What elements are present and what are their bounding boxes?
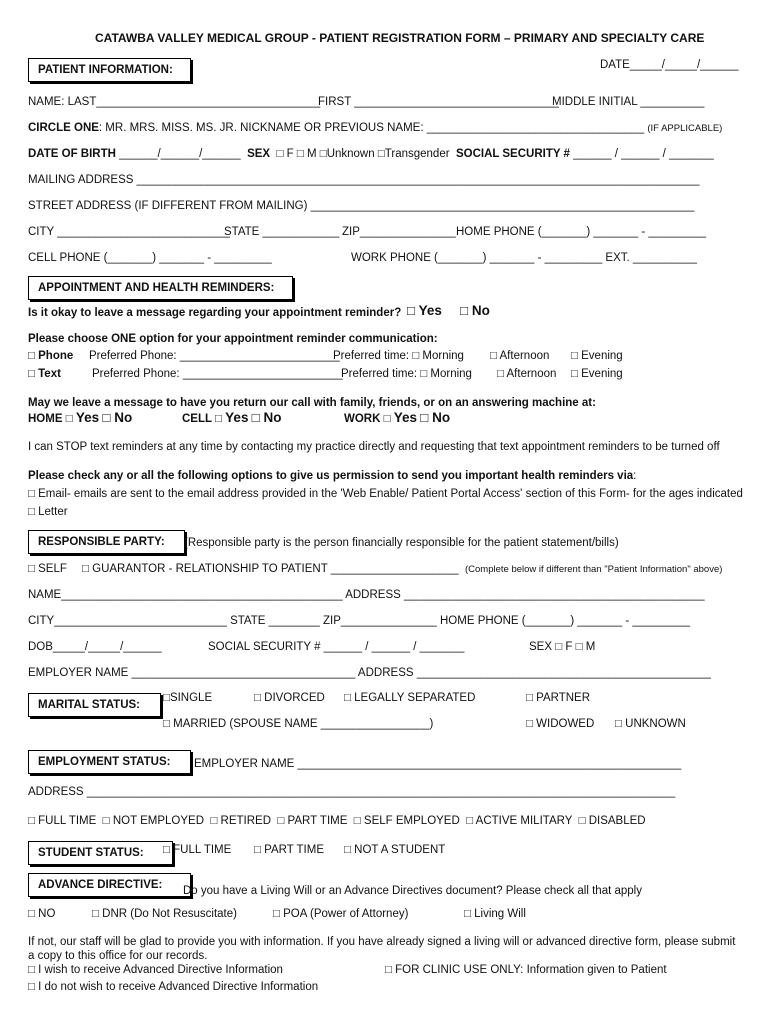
advance-directive-question: Do you have a Living Will or an Advance Directives document? Please check all that apply bbox=[183, 885, 642, 897]
state-field[interactable]: STATE ____________ bbox=[224, 226, 340, 238]
home-message-row[interactable] bbox=[28, 411, 132, 426]
cell-phone-field[interactable]: CELL PHONE (_______) _______ - _________ bbox=[28, 252, 272, 264]
responsible-sex-options[interactable]: SEX □ F □ M bbox=[529, 641, 596, 653]
advance-directive-section: ADVANCE DIRECTIVE: bbox=[28, 873, 191, 897]
student-part-time-checkbox[interactable]: □ PART TIME bbox=[254, 844, 324, 856]
partner-checkbox[interactable]: □ PARTNER bbox=[526, 692, 591, 704]
zip-field[interactable]: ZIP_______________ bbox=[342, 226, 456, 238]
email-checkbox[interactable]: □ Email- emails are sent to the email address provided in the 'Web Enable/ Patient Portal Access' section of this Form- for the ages indicated bbox=[28, 488, 743, 500]
message-yes-checkbox[interactable]: □ Yes bbox=[407, 303, 442, 318]
home-phone-field[interactable]: HOME PHONE (_______) _______ - _________ bbox=[456, 226, 706, 238]
marital-status-section: MARITAL STATUS: bbox=[28, 693, 161, 717]
return-call-question: May we leave a message to have you return our call with family, friends, or on an answering machine at: bbox=[28, 397, 596, 409]
text-evening-checkbox[interactable]: □ Evening bbox=[571, 368, 623, 380]
phone-morning-checkbox[interactable]: Preferred time: □ Morning bbox=[333, 350, 464, 362]
responsible-note: (Responsible party is the person financially responsible for the patient statement/bills) bbox=[184, 537, 619, 549]
patient-info-section: PATIENT INFORMATION: bbox=[28, 58, 191, 82]
dob-row[interactable] bbox=[28, 147, 714, 161]
poa-checkbox[interactable]: □ POA (Power of Attorney) bbox=[273, 908, 409, 920]
directive-info-text: If not, our staff will be glad to provide you with information. If you have already signed a living will or advanced directive form, please submit a copy to this office for our records. bbox=[28, 936, 736, 962]
employment-options[interactable]: □ FULL TIME □ NOT EMPLOYED □ RETIRED □ PART TIME □ SELF EMPLOYED □ ACTIVE MILITARY □ DISABLED bbox=[28, 815, 646, 827]
cell-label[interactable]: CELL □ bbox=[182, 413, 222, 425]
phone-afternoon-checkbox[interactable]: □ Afternoon bbox=[490, 350, 550, 362]
home-label[interactable]: HOME □ bbox=[28, 413, 73, 425]
married-checkbox[interactable]: □ MARRIED (SPOUSE NAME _________________) bbox=[163, 718, 434, 730]
responsible-name-field[interactable]: NAME____________________________________________ ADDRESS _______________________________________________ bbox=[28, 589, 705, 601]
middle-initial-field[interactable]: MIDDLE INITIAL __________ bbox=[552, 96, 705, 108]
guarantor-checkbox[interactable]: □ GUARANTOR - RELATIONSHIP TO PATIENT ____________________ bbox=[82, 563, 459, 575]
stop-reminders-note: I can STOP text reminders at any time by contacting my practice directly and requesting that text appointment reminders to be turned off bbox=[28, 441, 720, 453]
employment-status-section: EMPLOYMENT STATUS: bbox=[28, 750, 191, 774]
employment-employer-field[interactable]: EMPLOYER NAME ____________________________________________________________ bbox=[194, 758, 682, 770]
responsible-dob-field[interactable]: DOB_____/_____/______ bbox=[28, 641, 162, 653]
guarantor-note: (Complete below if different than "Patient Information" above) bbox=[465, 564, 723, 575]
student-full-time-checkbox[interactable]: □ FULL TIME bbox=[163, 844, 232, 856]
form-title: CATAWBA VALLEY MEDICAL GROUP - PATIENT REGISTRATION FORM – PRIMARY AND SPECIALTY CARE bbox=[95, 31, 705, 45]
phone-option-checkbox[interactable]: □ Phone bbox=[28, 350, 74, 362]
text-preferred-field[interactable]: Preferred Phone: _________________________ bbox=[92, 368, 343, 380]
ssn-label: SOCIAL SECURITY # bbox=[455, 148, 570, 160]
city-field[interactable]: CITY ___________________________ bbox=[28, 226, 230, 238]
message-question: Is it okay to leave a message regarding your appointment reminder? bbox=[28, 307, 402, 319]
responsible-city-field[interactable]: CITY___________________________ STATE ________ ZIP_______________ HOME PHONE (_______) _______ - _________ bbox=[28, 615, 690, 627]
work-phone-field[interactable]: WORK PHONE (_______) _______ - _________ EXT. __________ bbox=[351, 252, 697, 264]
text-morning-checkbox[interactable]: Preferred time: □ Morning bbox=[341, 368, 472, 380]
text-afternoon-checkbox[interactable]: □ Afternoon bbox=[497, 368, 557, 380]
dob-field[interactable]: ______/______/______ bbox=[119, 148, 241, 160]
dnr-checkbox[interactable]: □ DNR (Do Not Resuscitate) bbox=[92, 908, 237, 920]
if-applicable-note: (IF APPLICABLE) bbox=[647, 123, 723, 134]
cell-yes-option[interactable]: Yes bbox=[225, 410, 249, 425]
communication-question: Please choose ONE option for your appointment reminder communication: bbox=[28, 333, 438, 345]
title-options[interactable]: : MR. MRS. MISS. MS. JR. NICKNAME OR PREVIOUS NAME: __________________________________ bbox=[98, 122, 645, 134]
work-yes-option[interactable]: Yes bbox=[393, 410, 418, 425]
separated-checkbox[interactable]: □ LEGALLY SEPARATED bbox=[344, 692, 476, 704]
cell-message-row[interactable] bbox=[182, 411, 282, 426]
dob-label: DATE OF BIRTH bbox=[28, 148, 116, 160]
not-student-checkbox[interactable]: □ NOT A STUDENT bbox=[344, 844, 446, 856]
employment-address-field[interactable]: ADDRESS ____________________________________________________________________________________________ bbox=[28, 786, 676, 798]
date-field[interactable]: DATE_____/_____/______ bbox=[600, 59, 739, 71]
home-yes-option[interactable]: Yes bbox=[75, 410, 100, 425]
cell-no-checkbox[interactable]: □ No bbox=[251, 410, 282, 425]
title-row[interactable] bbox=[28, 121, 722, 136]
text-option-checkbox[interactable]: □ Text bbox=[28, 368, 61, 380]
circle-one-label: CIRCLE ONE bbox=[28, 122, 99, 134]
responsible-ssn-field[interactable]: SOCIAL SECURITY # ______ / ______ / _______ bbox=[208, 641, 465, 653]
living-will-checkbox[interactable]: □ Living Will bbox=[464, 908, 526, 920]
letter-checkbox[interactable]: □ Letter bbox=[28, 506, 68, 518]
sex-label: SEX bbox=[247, 148, 271, 160]
marital-unknown-checkbox[interactable]: □ UNKNOWN bbox=[615, 718, 686, 730]
single-checkbox[interactable]: □SINGLE bbox=[163, 692, 213, 704]
first-name-field[interactable]: FIRST ________________________________ bbox=[318, 96, 559, 108]
divorced-checkbox[interactable]: □ DIVORCED bbox=[254, 692, 325, 704]
self-checkbox[interactable]: □ SELF bbox=[28, 563, 67, 575]
work-message-row[interactable] bbox=[344, 411, 450, 426]
health-reminders-question: Please check any or all the following options to give us permission to send you important health reminders via: bbox=[28, 470, 637, 482]
decline-directive-checkbox[interactable]: □ I do not wish to receive Advanced Directive Information bbox=[28, 981, 319, 993]
last-name-field[interactable]: NAME: LAST___________________________________ bbox=[28, 96, 321, 108]
phone-evening-checkbox[interactable]: □ Evening bbox=[571, 350, 623, 362]
reminders-section: APPOINTMENT AND HEALTH REMINDERS: bbox=[28, 276, 293, 300]
sex-options[interactable]: □ F □ M □Unknown □Transgender bbox=[276, 148, 450, 160]
widowed-checkbox[interactable]: □ WIDOWED bbox=[526, 718, 595, 730]
home-no-checkbox[interactable]: □ No bbox=[102, 410, 133, 425]
student-status-section: STUDENT STATUS: bbox=[28, 841, 173, 865]
street-address-field[interactable]: STREET ADDRESS (IF DIFFERENT FROM MAILING) ____________________________________________________________ bbox=[28, 200, 695, 212]
responsible-employer-field[interactable]: EMPLOYER NAME ___________________________________ ADDRESS ______________________________________________ bbox=[28, 667, 711, 679]
clinic-use-checkbox[interactable]: □ FOR CLINIC USE ONLY: Information given to Patient bbox=[385, 964, 667, 976]
work-label[interactable]: WORK □ bbox=[344, 413, 391, 425]
mailing-address-field[interactable]: MAILING ADDRESS ________________________________________________________________________________________ bbox=[28, 174, 700, 186]
responsible-party-section: RESPONSIBLE PARTY: bbox=[28, 530, 185, 554]
receive-directive-checkbox[interactable]: □ I wish to receive Advanced Directive Information bbox=[28, 964, 283, 976]
ssn-field[interactable]: ______ / ______ / _______ bbox=[573, 148, 714, 160]
phone-preferred-field[interactable]: Preferred Phone: _________________________ bbox=[89, 350, 340, 362]
message-no-checkbox[interactable]: □ No bbox=[460, 303, 490, 318]
work-no-checkbox[interactable]: □ No bbox=[420, 410, 451, 425]
directive-no-checkbox[interactable]: □ NO bbox=[28, 908, 56, 920]
